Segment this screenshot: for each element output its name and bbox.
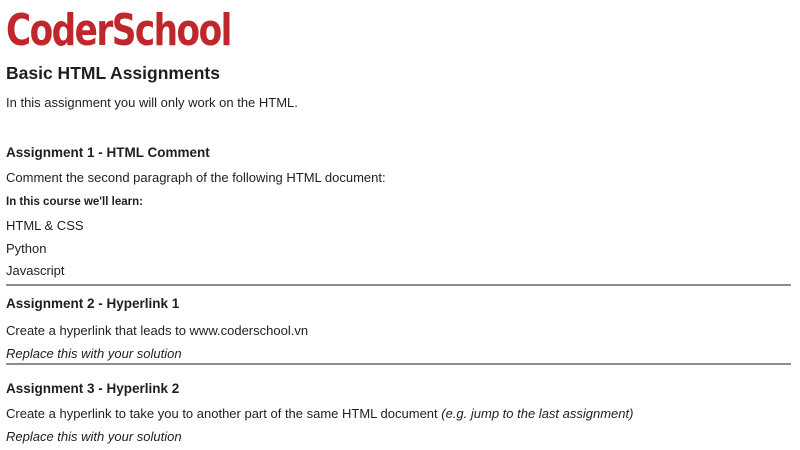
section-divider-2 <box>6 363 791 365</box>
intro-text: In this assignment you will only work on the HTML. <box>6 95 298 110</box>
course-list-intro: In this course we'll learn: <box>6 196 143 208</box>
assignment-1-instruction: Comment the second paragraph of the following HTML document: <box>6 170 386 185</box>
assignment-2-instruction: Create a hyperlink that leads to www.coderschool.vn <box>6 323 309 338</box>
page-title: Basic HTML Assignments <box>6 63 220 83</box>
assignment-3-instruction <box>6 406 790 421</box>
assignment-2-solution-placeholder: Replace this with your solution <box>6 346 182 361</box>
assignment-3-instruction-text: Create a hyperlink to take you to another part of the same HTML document <box>6 406 442 421</box>
coderschool-logo: CoderSchool <box>6 5 231 56</box>
assignment-1-heading: Assignment 1 - HTML Comment <box>6 145 210 160</box>
section-divider-1 <box>6 284 791 286</box>
assignment-3-solution-placeholder: Replace this with your solution <box>6 429 182 444</box>
assignment-3-instruction-note: (e.g. jump to the last assignment) <box>441 406 634 421</box>
course-item-javascript: Javascript <box>6 263 65 278</box>
assignment-3-heading: Assignment 3 - Hyperlink 2 <box>6 381 180 396</box>
course-item-html-css: HTML & CSS <box>6 218 84 233</box>
course-item-python: Python <box>6 241 47 256</box>
assignment-2-heading: Assignment 2 - Hyperlink 1 <box>6 296 180 311</box>
